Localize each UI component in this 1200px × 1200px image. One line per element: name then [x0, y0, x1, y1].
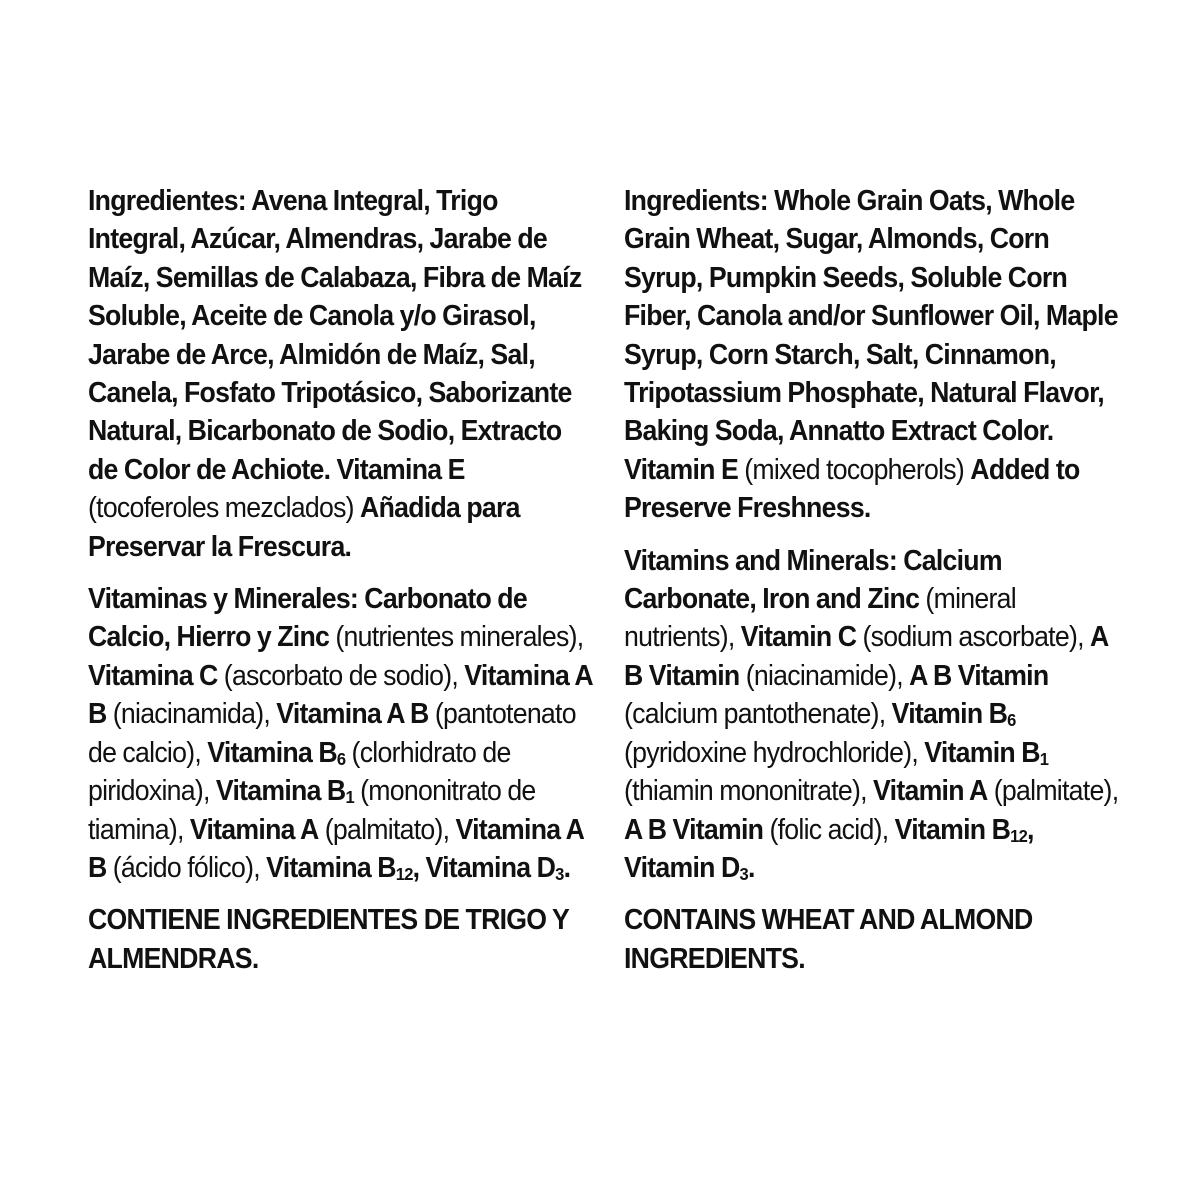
- bold-text-run: A B Vitamin: [624, 621, 1108, 692]
- regular-text-run: (mineral nutrients),: [624, 583, 1016, 654]
- bold-text-run: A B Vitamin: [624, 813, 764, 846]
- bold-text-run: Vitamin A: [873, 775, 988, 808]
- bold-text-run: Vitaminas y Minerales: Carbonato de Calcio, Hierro y Zinc: [88, 583, 527, 654]
- english-ingredients-paragraph: [624, 182, 1122, 528]
- subscript-text: 3: [555, 864, 564, 885]
- bold-text-run: Vitamina E: [336, 453, 465, 486]
- bold-text-run: Añadida para Preservar la Frescura.: [88, 492, 520, 563]
- subscript-text: 12: [395, 864, 413, 885]
- bold-text-run: Vitamin E: [624, 453, 739, 486]
- bold-text-run: Vitamina B: [266, 851, 396, 884]
- bold-text-run: Vitamina B: [215, 775, 346, 808]
- bold-text-run: Vitamina A B: [276, 698, 429, 731]
- subscript-text: 3: [739, 864, 748, 885]
- bold-text-run: A B Vitamin: [909, 659, 1049, 692]
- subscript-text: 1: [1039, 748, 1049, 769]
- regular-text-run: (niacinamide),: [739, 659, 910, 692]
- bold-text-run: , Vitamina D: [412, 851, 556, 884]
- bold-text-run: Ingredients: Whole Grain Oats, Whole Grain Wheat, Sugar, Almonds, Corn Syrup, Pumpkin Seeds, Soluble Corn Fiber, Canola and/or Sunflower Oil, Maple Syrup, Corn Starch, Salt, Cinnamon, Tripotassium Phosphate, Natural Flavor, Baking Soda, Annatto Extract Color.: [624, 185, 1118, 448]
- english-column: [624, 182, 1122, 992]
- spanish-vitamins-paragraph: [88, 580, 597, 887]
- bold-text-run: Vitamin B: [924, 736, 1040, 769]
- regular-text-run: (niacinamida),: [106, 698, 277, 731]
- regular-text-run: (tocoferoles mezclados): [88, 492, 361, 525]
- regular-text-run: (palmitato),: [318, 813, 456, 846]
- regular-text-run: (calcium pantothenate),: [624, 698, 892, 731]
- bold-text-run: Added to Preserve Freshness.: [624, 453, 1080, 525]
- regular-text-run: (clorhidrato de piridoxina),: [88, 736, 511, 808]
- subscript-text: 1: [345, 787, 354, 808]
- bold-text-run: Vitamina A: [189, 813, 319, 846]
- bold-text-run: Vitamin B: [894, 813, 1011, 846]
- english-vitamins-paragraph: [624, 542, 1122, 888]
- regular-text-run: (palmitate),: [987, 775, 1119, 808]
- bold-text-run: Vitamins and Minerals: Calcium Carbonate, Iron and Zinc: [624, 544, 1002, 616]
- bold-text-run: Vitamina A B: [88, 813, 584, 884]
- bold-text-run: Vitamin C: [740, 621, 857, 654]
- regular-text-run: (pantotenato de calcio),: [88, 698, 576, 769]
- regular-text-run: (ascorbato de sodio),: [217, 659, 465, 692]
- regular-text-run: (ácido fólico),: [106, 851, 267, 884]
- bold-text-run: .: [563, 851, 571, 884]
- spanish-allergen-statement: CONTIENE INGREDIENTES DE TRIGO Y ALMENDRAS.: [88, 904, 569, 975]
- regular-text-run: (folic acid),: [763, 813, 895, 846]
- subscript-text: 12: [1010, 825, 1028, 846]
- spanish-column: [88, 182, 597, 992]
- regular-text-run: (nutrientes minerales),: [329, 621, 584, 654]
- bold-text-run: , Vitamin D: [624, 813, 1034, 884]
- bold-text-run: Vitamina C: [88, 659, 218, 692]
- regular-text-run: (sodium ascorbate),: [856, 621, 1091, 654]
- bold-text-run: Vitamin B: [891, 698, 1008, 731]
- bold-text-run: Vitamina B: [207, 736, 337, 769]
- regular-text-run: (pyridoxine hydrochloride),: [624, 736, 925, 769]
- bold-text-run: Ingredientes: Avena Integral, Trigo Integral, Azúcar, Almendras, Jarabe de Maíz, Semillas de Calabaza, Fibra de Maíz Soluble, Aceite de Canola y/o Girasol, Jarabe de Arce, Almidón de Maíz, Sal, Canela, Fosfato Tripotásico, Saborizante Natural, Bicarbonato de Sodio, Extracto de Color de Achiote.: [88, 185, 582, 486]
- regular-text-run: (mixed tocopherols): [738, 453, 971, 486]
- subscript-text: 6: [1007, 710, 1016, 731]
- regular-text-run: (mononitrato de tiamina),: [88, 775, 536, 846]
- bold-text-run: Vitamina A B: [88, 659, 592, 731]
- regular-text-run: (thiamin mononitrate),: [624, 775, 874, 808]
- subscript-text: 6: [336, 748, 346, 769]
- english-allergen-statement: CONTAINS WHEAT AND ALMOND INGREDIENTS.: [624, 904, 1033, 975]
- bold-text-run: .: [747, 851, 755, 884]
- spanish-ingredients-paragraph: [88, 182, 597, 566]
